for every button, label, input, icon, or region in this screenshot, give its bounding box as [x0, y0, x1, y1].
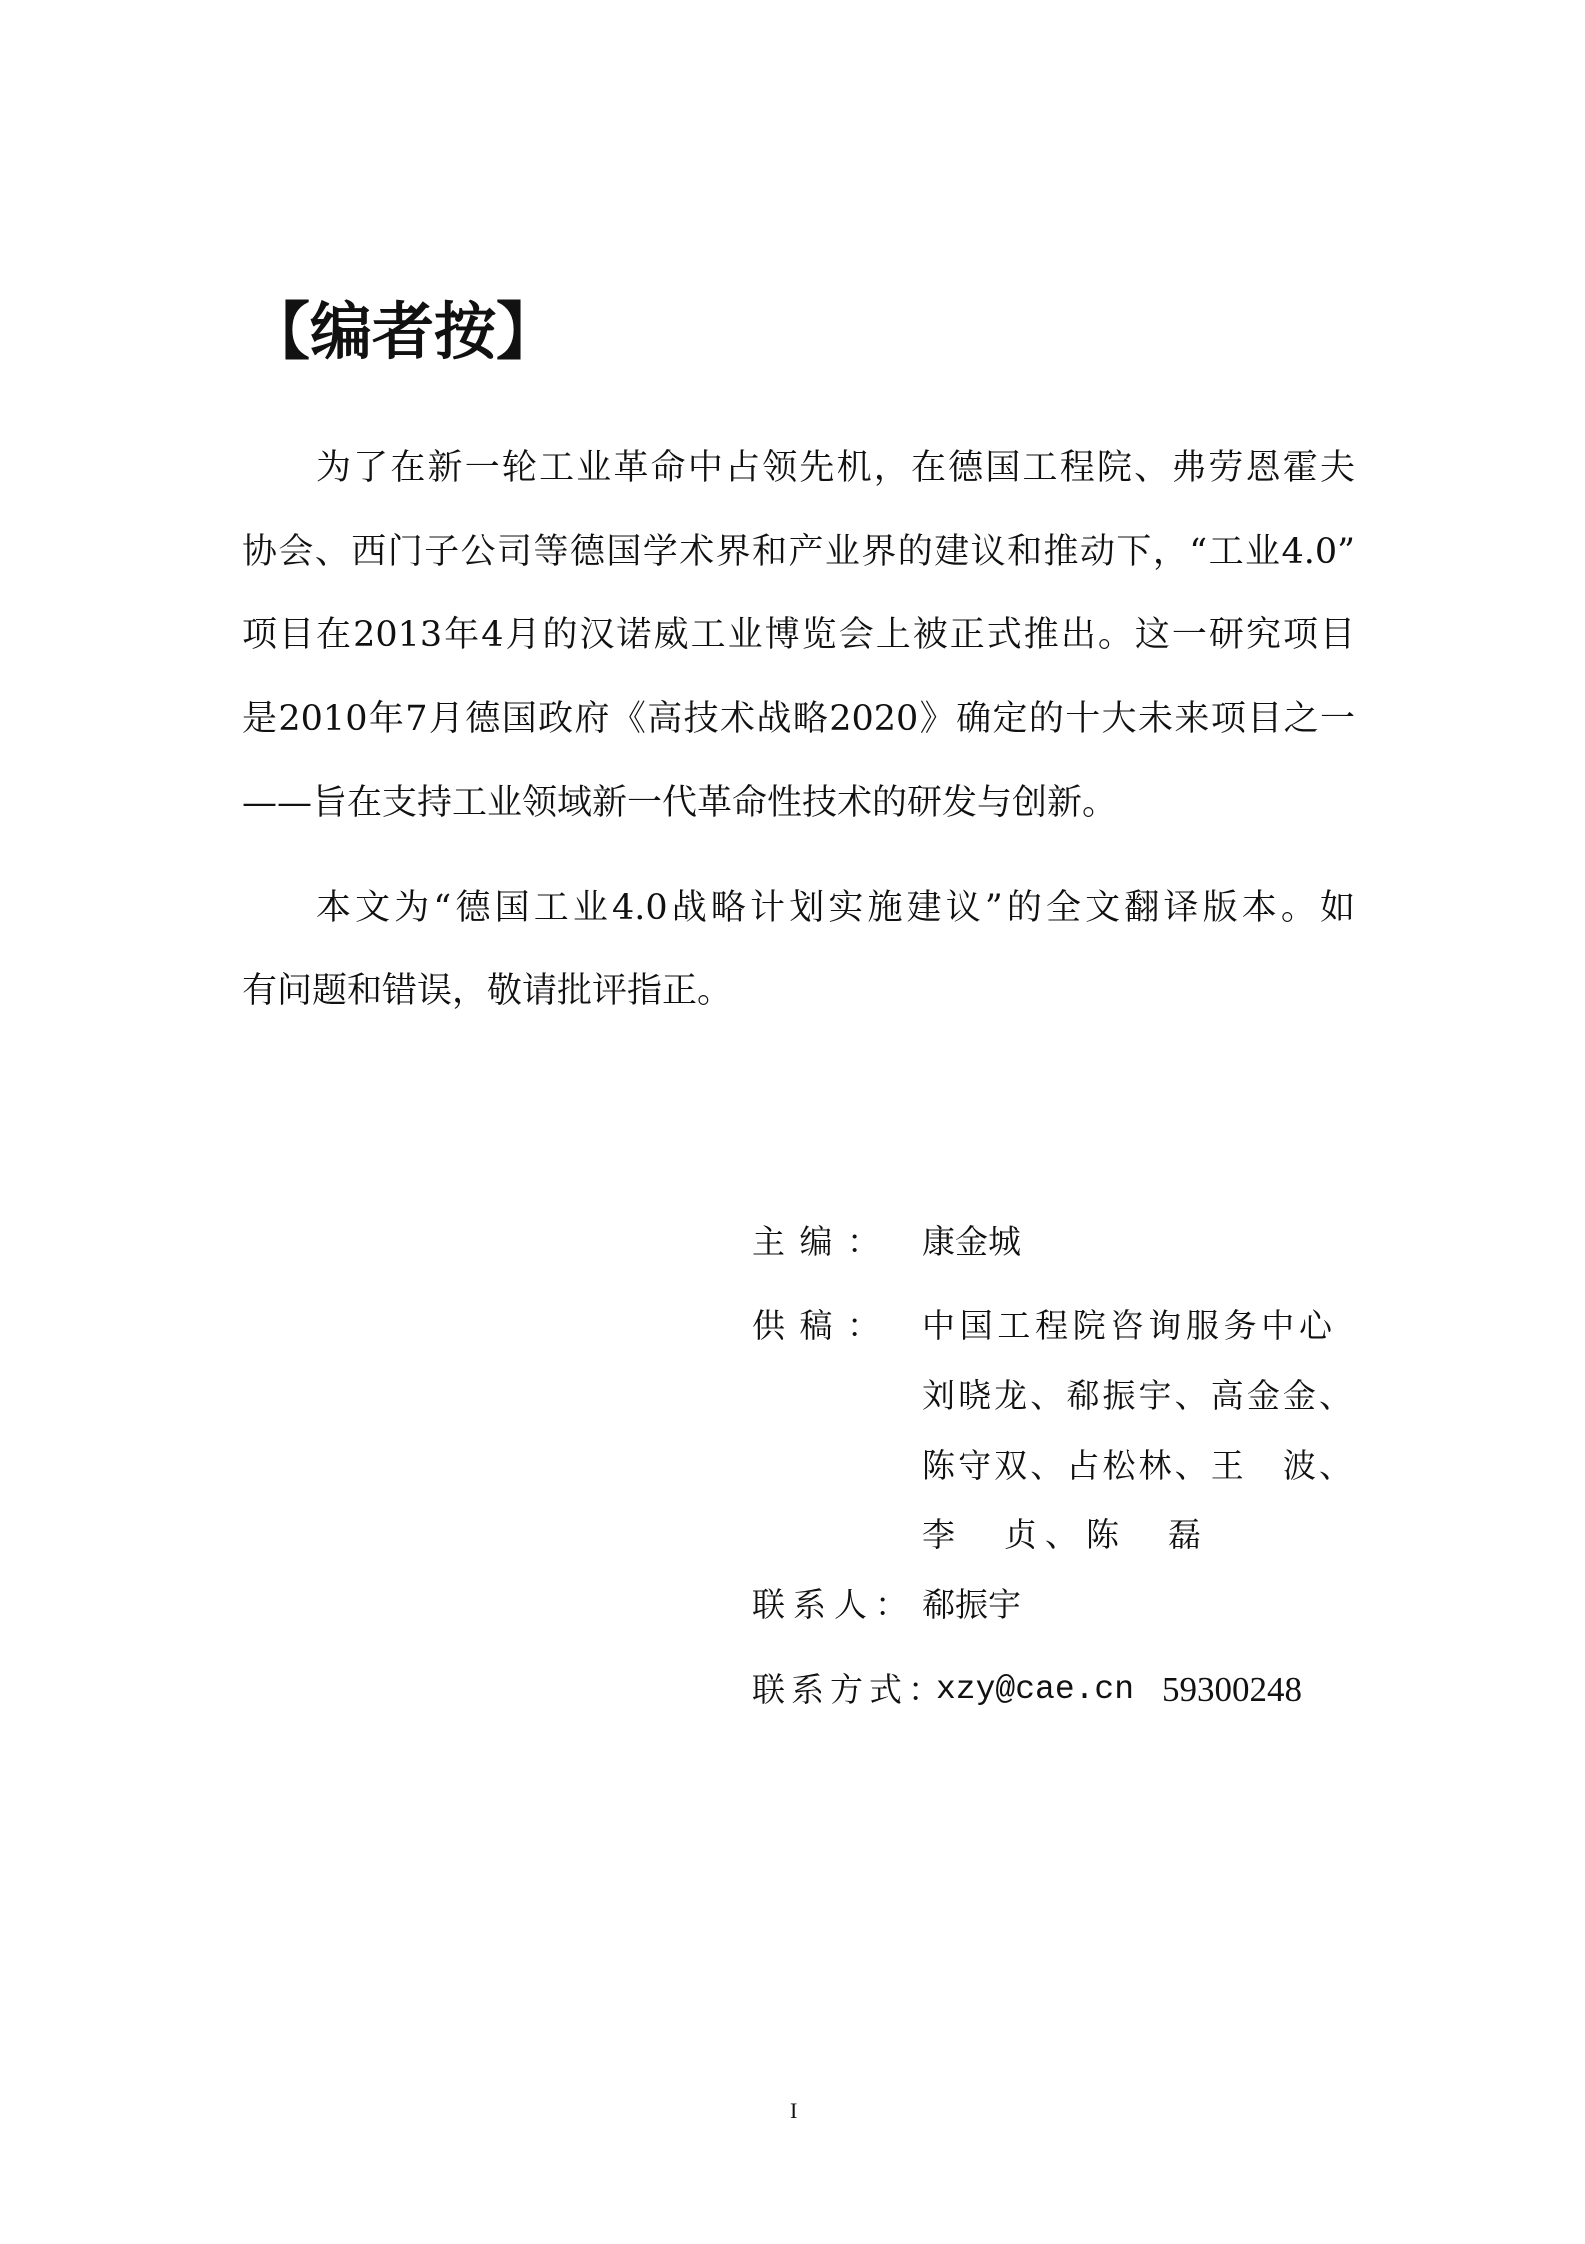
paragraph-line: ——旨在支持工业领域新一代革命性技术的研发与创新。	[242, 783, 1118, 823]
contact-phone: 59300248	[1162, 1670, 1302, 1709]
paragraph-line: 项目在2013年4月的汉诺威工业博览会上被正式推出。这一研究项目	[242, 615, 1355, 655]
paragraph-line: 协会、西门子公司等德国学术界和产业界的建议和推动下，“工业4.0”	[242, 532, 1355, 572]
paragraph-line: 有问题和错误，敬请批评指正。	[242, 971, 733, 1011]
editor-name: 康金城	[922, 1222, 1021, 1261]
page-number: I	[790, 2098, 798, 2123]
contact-method-label: 联系方式：	[752, 1670, 947, 1709]
paragraph-line: 为了在新一轮工业革命中占领先机，在德国工程院、弗劳恩霍夫	[316, 448, 1355, 488]
paragraph-line: 是2010年7月德国政府《高技术战略2020》确定的十大未来项目之一	[242, 699, 1355, 739]
paragraph-line: 本文为“德国工业4.0战略计划实施建议”的全文翻译版本。如	[316, 888, 1355, 928]
contact-email: xzy@cae.cn	[936, 1671, 1135, 1708]
contributor-names: 李 贞、陈 磊	[922, 1515, 1209, 1554]
contributor-names: 刘晓龙、郗振宇、高金金、	[922, 1376, 1352, 1415]
contact-name: 郗振宇	[922, 1585, 1021, 1624]
page-title: 【编者按】	[248, 295, 559, 368]
editor-label: 主编：	[752, 1222, 880, 1261]
contact-label: 联系人：	[752, 1585, 916, 1624]
contributor-org: 中国工程院咨询服务中心	[922, 1306, 1332, 1345]
contributor-names: 陈守双、占松林、王 波、	[922, 1446, 1352, 1485]
contributor-label: 供稿：	[752, 1306, 880, 1345]
